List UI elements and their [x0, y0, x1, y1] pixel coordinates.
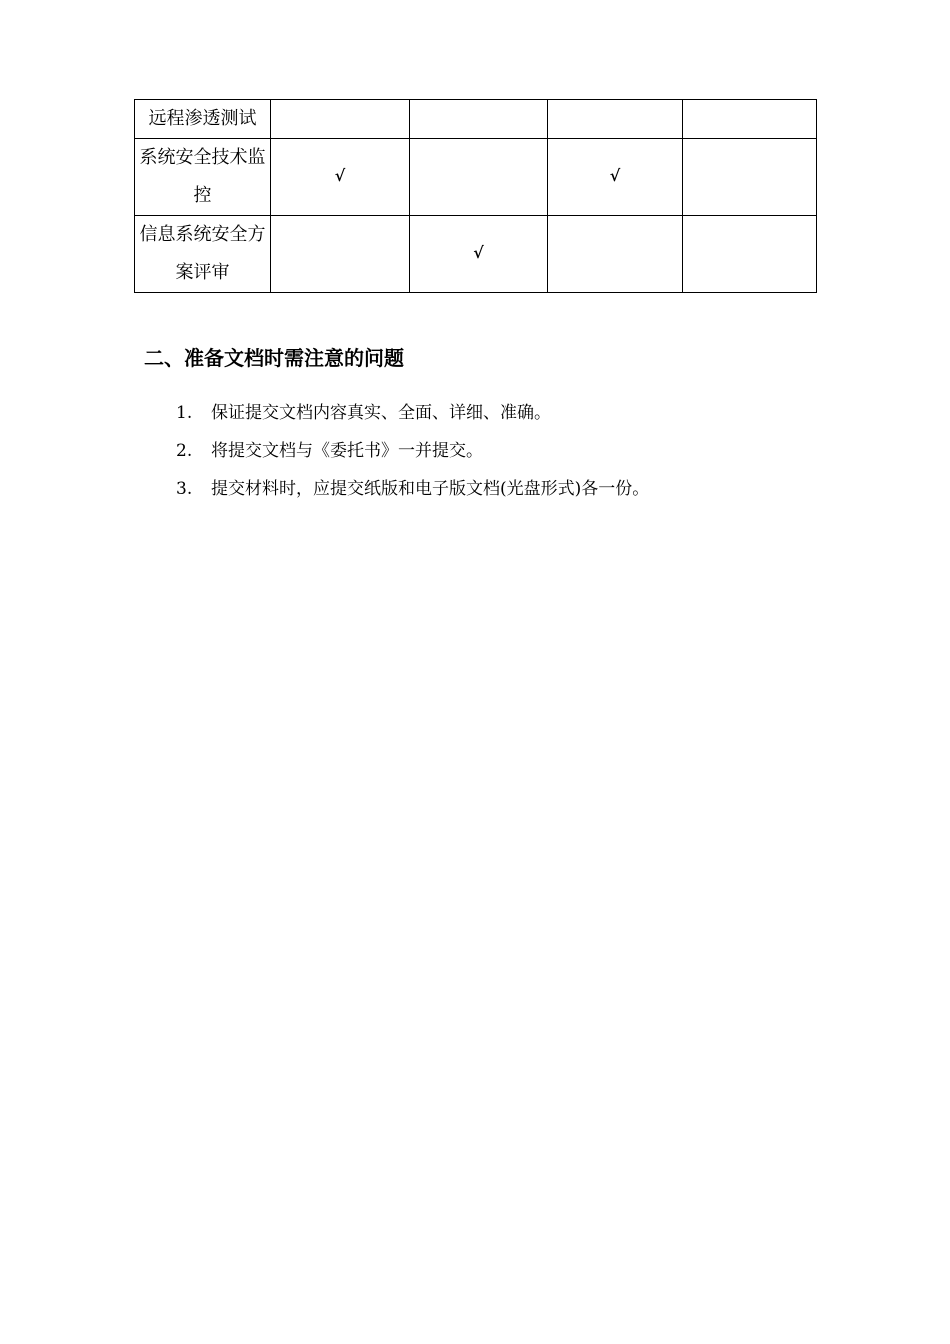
- check-mark: √: [473, 243, 484, 262]
- table-cell: [271, 139, 410, 216]
- table-cell: [271, 100, 410, 139]
- list-item-text: 保证提交文档内容真实、全面、详细、准确。: [211, 403, 551, 423]
- table-row: [135, 100, 817, 139]
- list-item-text: 将提交文档与《委托书》一并提交。: [211, 441, 483, 461]
- row-label: 系统安全技术监控: [135, 139, 271, 216]
- table-row: [135, 139, 817, 216]
- section-heading: 二、准备文档时需注意的问题: [144, 346, 404, 370]
- check-mark: √: [609, 166, 621, 185]
- list-item-text: 提交材料时，应提交纸版和电子版文档(光盘形式)各一份。: [211, 479, 650, 499]
- row-label: 远程渗透测试: [135, 100, 271, 139]
- table-cell: [683, 139, 817, 216]
- table-cell: [548, 139, 683, 216]
- service-table: [134, 99, 817, 293]
- list-item-number: 3.: [176, 479, 193, 499]
- table-cell: [410, 216, 548, 293]
- list-item-number: 2.: [176, 441, 193, 461]
- row-label: 信息系统安全方案评审: [135, 216, 271, 293]
- table-cell: [548, 216, 683, 293]
- table-cell: [271, 216, 410, 293]
- list-item-number: 1.: [176, 403, 193, 423]
- check-mark: √: [334, 166, 346, 185]
- table-cell: [410, 100, 548, 139]
- table-cell: [683, 100, 817, 139]
- table-cell: [548, 100, 683, 139]
- table-cell: [683, 216, 817, 293]
- table-cell: [410, 139, 548, 216]
- table-row: [135, 216, 817, 293]
